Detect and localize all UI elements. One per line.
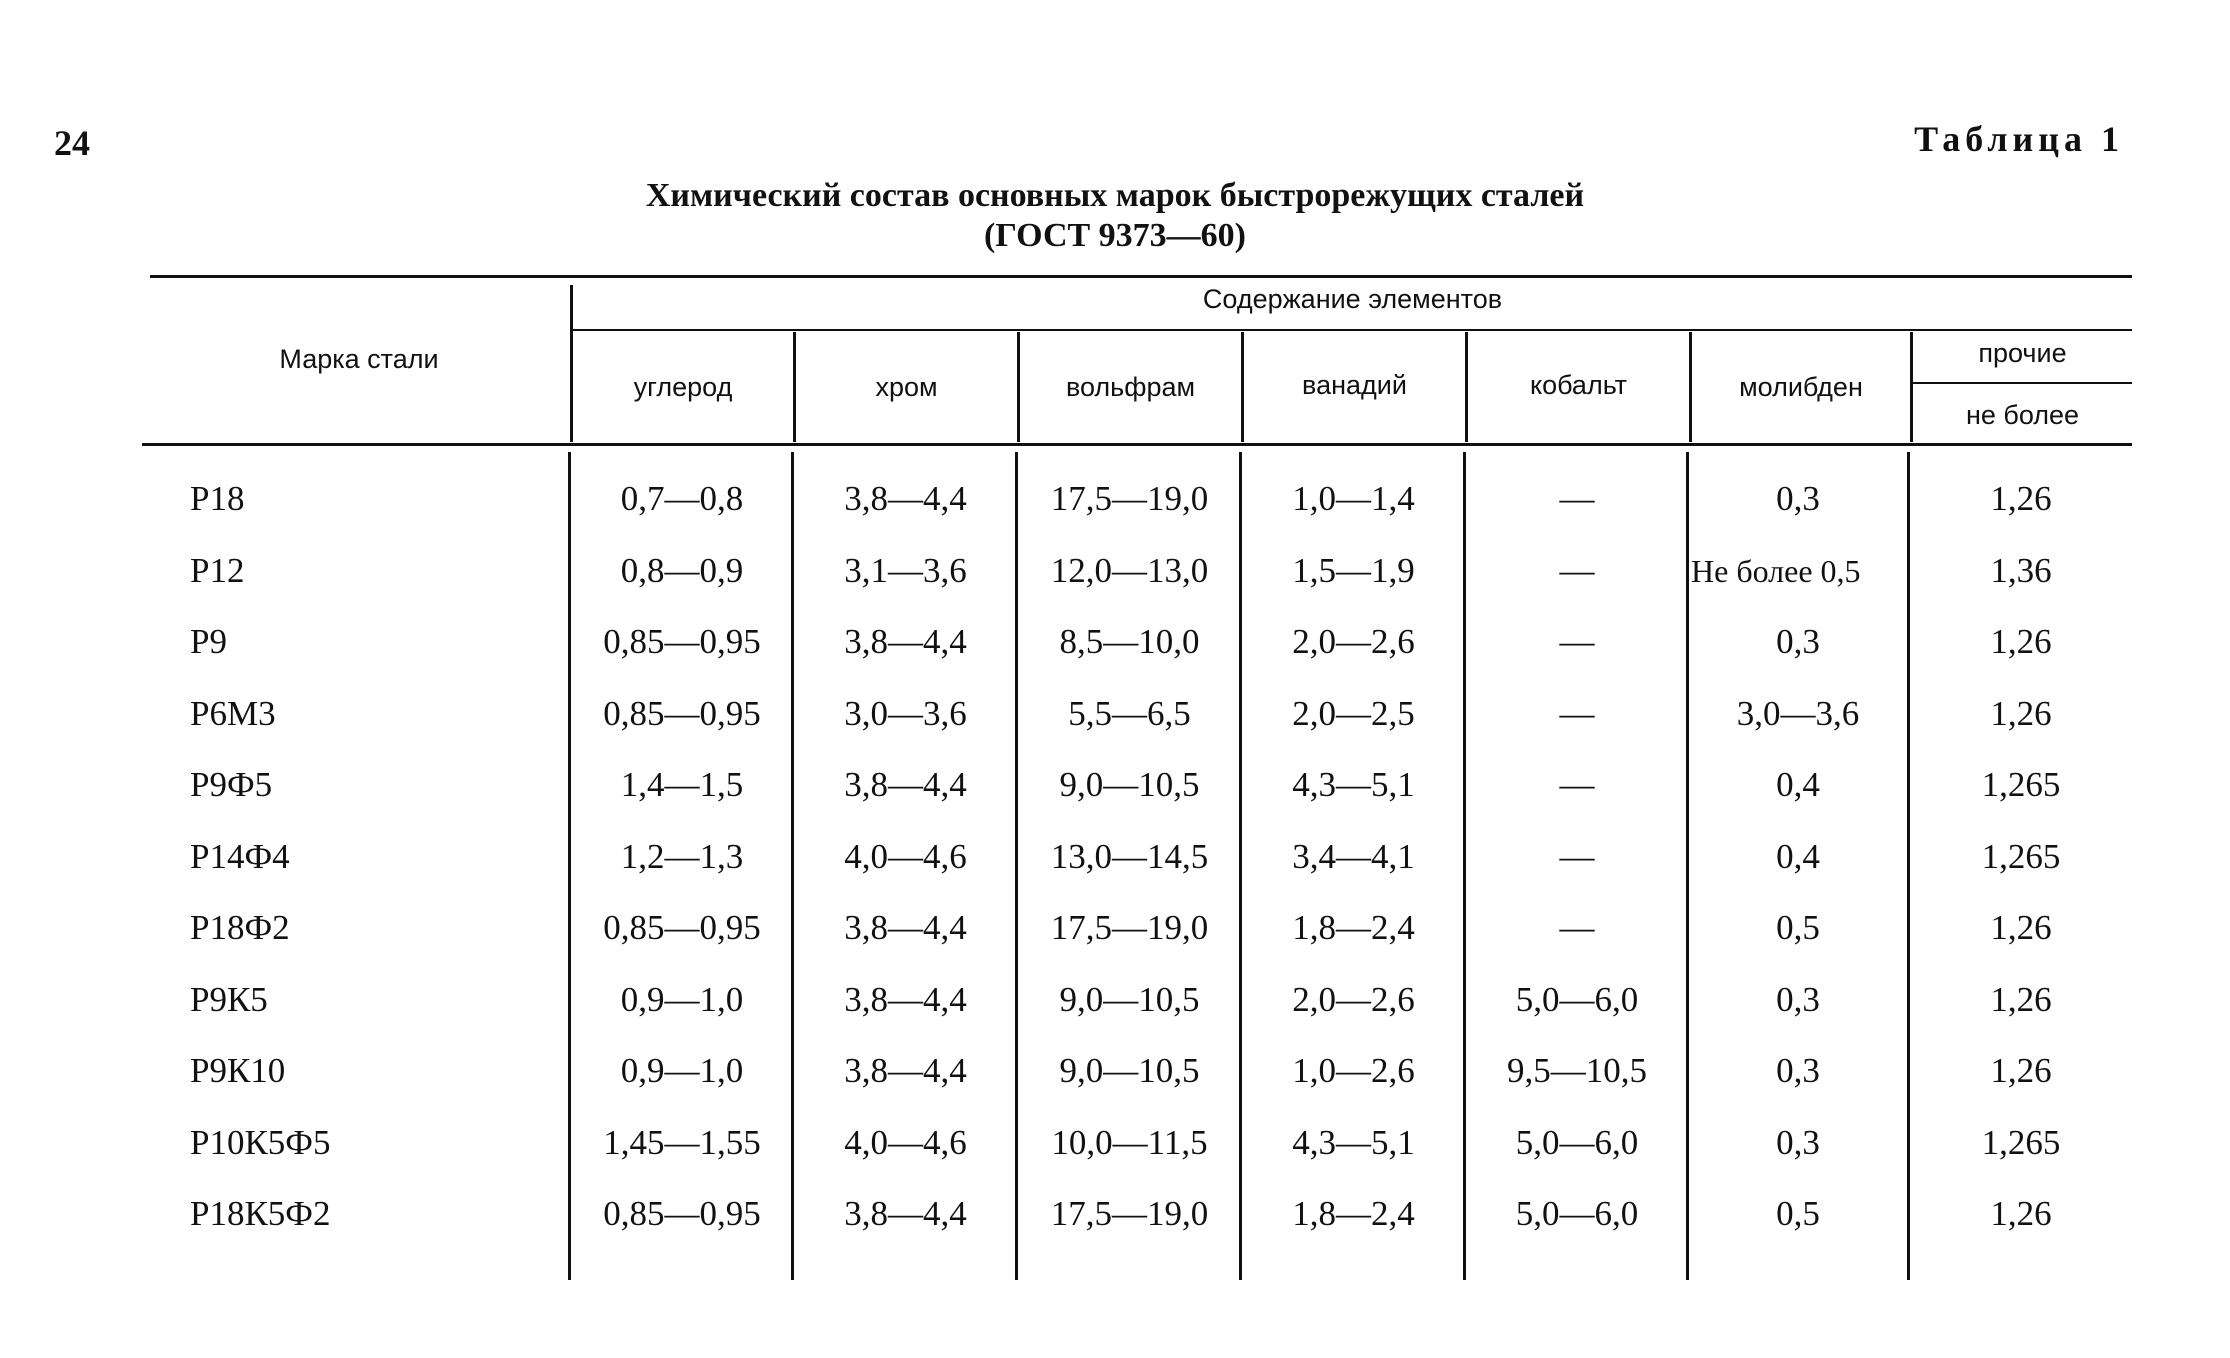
cell-cobalt: — <box>1559 622 1595 661</box>
cell-carbon: 0,85—0,95 <box>603 694 761 733</box>
cell-molybdenum: 0,3 <box>1776 980 1820 1019</box>
grade-divider-body <box>568 452 571 1280</box>
cell-grade: Р6М3 <box>190 694 276 733</box>
table-title <box>0 176 2230 256</box>
header-col-molybdenum: молибден <box>1739 372 1863 402</box>
cell-cobalt: — <box>1559 694 1595 733</box>
header-bottom-rule <box>142 443 2132 446</box>
cell-molybdenum: 0,5 <box>1776 1194 1820 1233</box>
cell-other: 1,26 <box>1990 1194 2052 1233</box>
cell-grade: Р18К5Ф2 <box>190 1194 331 1233</box>
title-line-1: Химический состав основных марок быстрорежущих сталей <box>645 177 1585 214</box>
cell-grade: Р10К5Ф5 <box>190 1123 331 1162</box>
cell-cobalt: 5,0—6,0 <box>1515 980 1639 1019</box>
cell-cobalt: 5,0—6,0 <box>1515 1123 1639 1162</box>
col-divider-body-2 <box>1015 452 1018 1280</box>
cell-other: 1,36 <box>1990 551 2052 590</box>
cell-grade: Р9К10 <box>190 1051 286 1090</box>
cell-vanadium: 1,8—2,4 <box>1292 1194 1415 1233</box>
header-col-carbon: углерод <box>633 372 733 402</box>
header-col-vanadium: ванадий <box>1302 370 1407 400</box>
cell-grade: Р14Ф4 <box>190 837 290 876</box>
top-rule <box>150 275 2132 278</box>
cell-tungsten: 12,0—13,0 <box>1050 551 1209 590</box>
cell-chromium: 3,8—4,4 <box>844 479 967 518</box>
cell-grade: Р18 <box>190 479 245 518</box>
cell-chromium: 3,8—4,4 <box>844 980 967 1019</box>
cell-vanadium: 4,3—5,1 <box>1292 765 1415 804</box>
cell-chromium: 3,0—3,6 <box>844 694 967 733</box>
header-col-tungsten: вольфрам <box>1065 372 1196 402</box>
header-col-cobalt: кобальт <box>1529 370 1628 400</box>
header-col-other-bottom: не более <box>1965 400 2080 430</box>
cell-vanadium: 3,4—4,1 <box>1292 837 1415 876</box>
cell-molybdenum: 0,3 <box>1776 1123 1820 1162</box>
cell-tungsten: 8,5—10,0 <box>1059 622 1200 661</box>
col-divider-body-4 <box>1463 452 1466 1280</box>
header-grade: Марка стали <box>279 344 439 374</box>
cell-cobalt: — <box>1559 551 1595 590</box>
cell-other: 1,26 <box>1990 1051 2052 1090</box>
cell-tungsten: 9,0—10,5 <box>1059 765 1200 804</box>
cell-carbon: 0,8—0,9 <box>620 551 744 590</box>
col-divider-body-3 <box>1239 452 1242 1280</box>
cell-carbon: 0,85—0,95 <box>603 908 761 947</box>
cell-vanadium: 4,3—5,1 <box>1292 1123 1415 1162</box>
cell-other: 1,265 <box>1981 837 2061 876</box>
cell-chromium: 3,8—4,4 <box>844 1051 967 1090</box>
cell-grade: Р9К5 <box>190 980 268 1019</box>
cell-molybdenum: 0,3 <box>1776 1051 1820 1090</box>
cell-tungsten: 13,0—14,5 <box>1050 837 1209 876</box>
cell-carbon: 0,9—1,0 <box>620 1051 744 1090</box>
cell-other: 1,26 <box>1990 622 2052 661</box>
cell-carbon: 0,9—1,0 <box>620 980 744 1019</box>
cell-tungsten: 9,0—10,5 <box>1059 1051 1200 1090</box>
cell-molybdenum: 0,4 <box>1776 837 1820 876</box>
cell-molybdenum: 0,4 <box>1776 765 1820 804</box>
cell-other: 1,26 <box>1990 980 2052 1019</box>
cell-carbon: 1,4—1,5 <box>620 765 744 804</box>
cell-grade: Р9Ф5 <box>190 765 273 804</box>
cell-chromium: 3,1—3,6 <box>844 551 967 590</box>
cell-cobalt: — <box>1559 837 1595 876</box>
col-divider-body-1 <box>791 452 794 1280</box>
other-split-rule <box>1912 382 2132 384</box>
content-subheader-rule <box>573 329 2132 331</box>
cell-other: 1,26 <box>1990 479 2052 518</box>
cell-cobalt: — <box>1559 479 1595 518</box>
cell-other: 1,26 <box>1990 908 2052 947</box>
cell-carbon: 1,45—1,55 <box>603 1123 761 1162</box>
cell-molybdenum: 0,3 <box>1776 622 1820 661</box>
cell-tungsten: 10,0—11,5 <box>1051 1123 1208 1162</box>
title-line-2: (ГОСТ 9373—60) <box>983 217 1247 254</box>
cell-cobalt: — <box>1559 765 1595 804</box>
header-col-chromium: хром <box>875 372 938 402</box>
cell-chromium: 3,8—4,4 <box>844 908 967 947</box>
cell-cobalt: 5,0—6,0 <box>1515 1194 1639 1233</box>
cell-other: 1,265 <box>1981 765 2061 804</box>
cell-molybdenum: Не более 0,5 <box>1691 553 1861 589</box>
cell-molybdenum: 3,0—3,6 <box>1736 694 1860 733</box>
cell-grade: Р12 <box>190 551 245 590</box>
cell-vanadium: 2,0—2,6 <box>1292 980 1415 1019</box>
cell-grade: Р9 <box>190 622 227 661</box>
cell-chromium: 3,8—4,4 <box>844 765 967 804</box>
cell-tungsten: 17,5—19,0 <box>1050 1194 1209 1233</box>
cell-vanadium: 1,0—1,4 <box>1292 479 1415 518</box>
cell-tungsten: 17,5—19,0 <box>1050 479 1209 518</box>
cell-tungsten: 5,5—6,5 <box>1068 694 1191 733</box>
cell-molybdenum: 0,5 <box>1776 908 1820 947</box>
header-content: Содержание элементов <box>1202 284 1503 314</box>
cell-other: 1,26 <box>1990 694 2052 733</box>
cell-vanadium: 1,5—1,9 <box>1292 551 1415 590</box>
cell-vanadium: 2,0—2,5 <box>1292 694 1415 733</box>
cell-chromium: 4,0—4,6 <box>844 837 967 876</box>
cell-vanadium: 2,0—2,6 <box>1292 622 1415 661</box>
cell-carbon: 0,85—0,95 <box>603 1194 761 1233</box>
header-col-other-top: прочие <box>1978 338 2067 368</box>
cell-vanadium: 1,0—2,6 <box>1292 1051 1415 1090</box>
cell-chromium: 4,0—4,6 <box>844 1123 967 1162</box>
page-number: 24 <box>54 123 90 163</box>
cell-cobalt: 9,5—10,5 <box>1507 1051 1647 1090</box>
cell-vanadium: 1,8—2,4 <box>1292 908 1415 947</box>
cell-tungsten: 9,0—10,5 <box>1059 980 1200 1019</box>
cell-carbon: 0,7—0,8 <box>620 479 744 518</box>
cell-cobalt: — <box>1559 908 1595 947</box>
cell-carbon: 1,2—1,3 <box>620 837 744 876</box>
cell-tungsten: 17,5—19,0 <box>1050 908 1209 947</box>
cell-chromium: 3,8—4,4 <box>844 1194 967 1233</box>
cell-chromium: 3,8—4,4 <box>844 622 967 661</box>
cell-carbon: 0,85—0,95 <box>603 622 761 661</box>
cell-molybdenum: 0,3 <box>1776 479 1820 518</box>
cell-grade: Р18Ф2 <box>190 908 290 947</box>
cell-other: 1,265 <box>1981 1123 2061 1162</box>
table-label: Таблица 1 <box>1914 119 2124 159</box>
